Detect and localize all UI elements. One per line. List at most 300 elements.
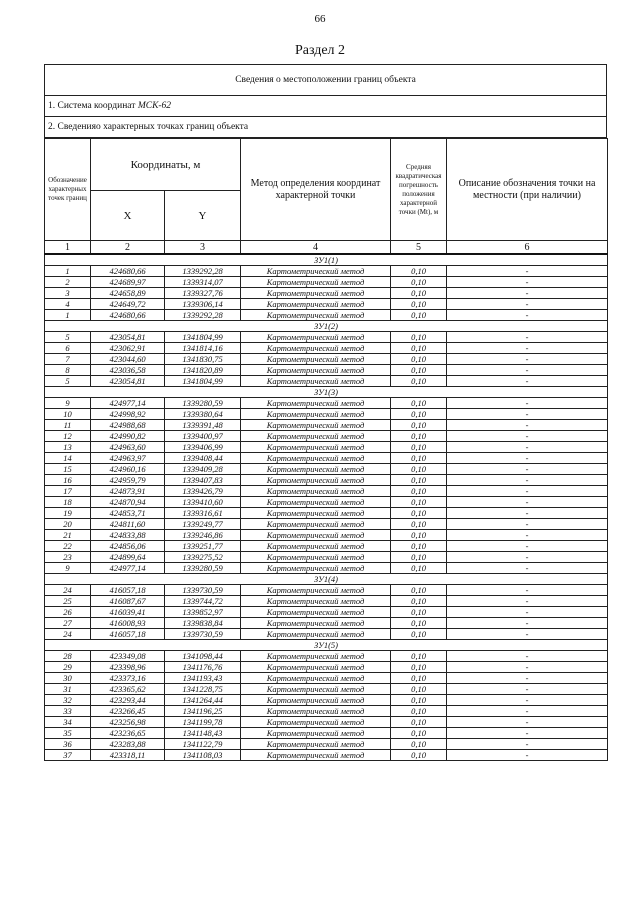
table-row [45,706,608,717]
x-coordinate: 423044,60 [91,354,165,365]
table-row [45,618,608,629]
point-number: 10 [45,409,91,420]
x-coordinate: 424856,06 [91,541,165,552]
error-value: 0,10 [391,585,447,596]
y-coordinate: 1341193,43 [165,673,241,684]
table-row [45,431,608,442]
description-value: - [447,563,608,574]
error-value: 0,10 [391,662,447,673]
group-header-row [45,387,608,398]
y-coordinate: 1341804,99 [165,332,241,343]
table-row [45,530,608,541]
error-value: 0,10 [391,464,447,475]
description-value: - [447,431,608,442]
x-coordinate: 424649,72 [91,299,165,310]
info-table [44,64,607,138]
header-x: X [91,191,165,241]
x-coordinate: 423318,11 [91,750,165,761]
y-coordinate: 1341098,44 [165,651,241,662]
error-value: 0,10 [391,277,447,288]
point-number: 25 [45,596,91,607]
y-coordinate: 1339730,59 [165,629,241,640]
description-value: - [447,607,608,618]
description-value: - [447,585,608,596]
description-value: - [447,684,608,695]
coordinate-system-label: 1. Система координат [48,101,136,111]
point-number: 12 [45,431,91,442]
method-value: Картометрический метод [241,299,391,310]
error-value: 0,10 [391,629,447,640]
error-value: 0,10 [391,266,447,277]
header-y: Y [165,191,241,241]
method-value: Картометрический метод [241,266,391,277]
method-value: Картометрический метод [241,651,391,662]
header-point-name: Обозначение характерных точек границ [45,139,91,241]
error-value: 0,10 [391,420,447,431]
table-row [45,695,608,706]
point-number: 4 [45,299,91,310]
description-value: - [447,310,608,321]
y-coordinate: 1339400,97 [165,431,241,442]
method-value: Картометрический метод [241,607,391,618]
table-row [45,750,608,761]
description-value: - [447,497,608,508]
description-value: - [447,662,608,673]
method-value: Картометрический метод [241,739,391,750]
description-value: - [447,695,608,706]
table-row [45,266,608,277]
x-coordinate: 423373,16 [91,673,165,684]
table-row [45,475,608,486]
y-coordinate: 1339391,48 [165,420,241,431]
error-value: 0,10 [391,563,447,574]
error-value: 0,10 [391,288,447,299]
table-row [45,277,608,288]
method-value: Картометрический метод [241,530,391,541]
description-value: - [447,464,608,475]
table-row [45,486,608,497]
point-number: 1 [45,266,91,277]
y-coordinate: 1341814,16 [165,343,241,354]
y-coordinate: 1339327,76 [165,288,241,299]
column-number: 4 [241,241,391,255]
description-value: - [447,629,608,640]
point-number: 8 [45,365,91,376]
group-name: ЗУ1(3) [45,387,608,398]
y-coordinate: 1341830,75 [165,354,241,365]
point-number: 29 [45,662,91,673]
column-number: 5 [391,241,447,255]
point-number: 5 [45,376,91,387]
point-number: 28 [45,651,91,662]
method-value: Картометрический метод [241,453,391,464]
description-value: - [447,728,608,739]
y-coordinate: 1339292,28 [165,310,241,321]
table-row [45,354,608,365]
point-number: 15 [45,464,91,475]
error-value: 0,10 [391,442,447,453]
x-coordinate: 424998,92 [91,409,165,420]
y-coordinate: 1341108,03 [165,750,241,761]
x-coordinate: 416057,18 [91,585,165,596]
x-coordinate: 423054,81 [91,332,165,343]
x-coordinate: 423365,62 [91,684,165,695]
table-row [45,662,608,673]
x-coordinate: 424960,16 [91,464,165,475]
y-coordinate: 1339246,86 [165,530,241,541]
x-coordinate: 424873,91 [91,486,165,497]
x-coordinate: 424988,68 [91,420,165,431]
description-value: - [447,673,608,684]
y-coordinate: 1339380,64 [165,409,241,420]
error-value: 0,10 [391,431,447,442]
point-number: 27 [45,618,91,629]
description-value: - [447,332,608,343]
table-row [45,453,608,464]
y-coordinate: 1341804,99 [165,376,241,387]
table-row [45,288,608,299]
error-value: 0,10 [391,673,447,684]
error-value: 0,10 [391,684,447,695]
section-title: Раздел 2 [294,43,346,58]
description-value: - [447,420,608,431]
x-coordinate: 424680,66 [91,266,165,277]
error-value: 0,10 [391,541,447,552]
point-number: 33 [45,706,91,717]
y-coordinate: 1339251,77 [165,541,241,552]
table-row [45,519,608,530]
point-number: 16 [45,475,91,486]
point-number: 26 [45,607,91,618]
method-value: Картометрический метод [241,629,391,640]
group-name: ЗУ1(2) [45,321,608,332]
y-coordinate: 1341820,89 [165,365,241,376]
description-value: - [447,266,608,277]
header-description: Описание обозначения точки на местности (при наличии) [447,139,608,241]
error-value: 0,10 [391,310,447,321]
x-coordinate: 423266,45 [91,706,165,717]
point-number: 1 [45,310,91,321]
point-number: 3 [45,288,91,299]
table-row [45,728,608,739]
y-coordinate: 1341228,75 [165,684,241,695]
y-coordinate: 1339306,14 [165,299,241,310]
table-row [45,717,608,728]
y-coordinate: 1341196,25 [165,706,241,717]
group-name: ЗУ1(1) [45,254,608,266]
error-value: 0,10 [391,365,447,376]
description-value: - [447,530,608,541]
error-value: 0,10 [391,728,447,739]
table-row [45,365,608,376]
description-value: - [447,398,608,409]
point-number: 31 [45,684,91,695]
x-coordinate: 424959,79 [91,475,165,486]
table-row [45,497,608,508]
table-row [45,673,608,684]
x-coordinate: 423256,98 [91,717,165,728]
method-value: Картометрический метод [241,673,391,684]
table-row [45,629,608,640]
description-value: - [447,354,608,365]
x-coordinate: 424963,97 [91,453,165,464]
x-coordinate: 423054,81 [91,376,165,387]
error-value: 0,10 [391,618,447,629]
description-value: - [447,475,608,486]
method-value: Картометрический метод [241,431,391,442]
error-value: 0,10 [391,486,447,497]
error-value: 0,10 [391,739,447,750]
description-value: - [447,299,608,310]
y-coordinate: 1339838,84 [165,618,241,629]
error-value: 0,10 [391,343,447,354]
error-value: 0,10 [391,530,447,541]
y-coordinate: 1339275,52 [165,552,241,563]
table-row [45,585,608,596]
method-value: Картометрический метод [241,475,391,486]
error-value: 0,10 [391,508,447,519]
y-coordinate: 1341264,44 [165,695,241,706]
point-number: 24 [45,585,91,596]
description-value: - [447,750,608,761]
method-value: Картометрический метод [241,376,391,387]
method-value: Картометрический метод [241,563,391,574]
description-value: - [447,651,608,662]
points-table [44,138,608,761]
point-number: 19 [45,508,91,519]
x-coordinate: 416087,67 [91,596,165,607]
error-value: 0,10 [391,409,447,420]
point-number: 7 [45,354,91,365]
point-number: 23 [45,552,91,563]
x-coordinate: 424680,66 [91,310,165,321]
y-coordinate: 1339426,79 [165,486,241,497]
table-row [45,508,608,519]
x-coordinate: 424853,71 [91,508,165,519]
method-value: Картометрический метод [241,552,391,563]
x-coordinate: 424658,89 [91,288,165,299]
x-coordinate: 424977,14 [91,398,165,409]
method-value: Картометрический метод [241,354,391,365]
method-value: Картометрический метод [241,541,391,552]
error-value: 0,10 [391,552,447,563]
x-coordinate: 424833,88 [91,530,165,541]
table-row [45,420,608,431]
column-numbers-row [45,241,608,255]
x-coordinate: 423283,88 [91,739,165,750]
error-value: 0,10 [391,607,447,618]
x-coordinate: 416008,93 [91,618,165,629]
method-value: Картометрический метод [241,288,391,299]
error-value: 0,10 [391,475,447,486]
method-value: Картометрический метод [241,618,391,629]
point-number: 9 [45,563,91,574]
y-coordinate: 1339852,97 [165,607,241,618]
method-value: Картометрический метод [241,497,391,508]
table-row [45,332,608,343]
group-name: ЗУ1(4) [45,574,608,585]
method-value: Картометрический метод [241,508,391,519]
points-section-title: 2. Сведенияо характерных точках границ объекта [45,117,607,138]
method-value: Картометрический метод [241,706,391,717]
table-row [45,739,608,750]
point-number: 30 [45,673,91,684]
x-coordinate: 423293,44 [91,695,165,706]
method-value: Картометрический метод [241,695,391,706]
error-value: 0,10 [391,596,447,607]
x-coordinate: 416039,41 [91,607,165,618]
point-number: 34 [45,717,91,728]
table-row [45,552,608,563]
y-coordinate: 1339410,60 [165,497,241,508]
error-value: 0,10 [391,299,447,310]
point-number: 2 [45,277,91,288]
method-value: Картометрический метод [241,519,391,530]
group-header-row [45,574,608,585]
page-number: 66 [314,13,326,25]
x-coordinate: 424870,94 [91,497,165,508]
method-value: Картометрический метод [241,409,391,420]
x-coordinate: 424990,82 [91,431,165,442]
method-value: Картометрический метод [241,343,391,354]
description-value: - [447,552,608,563]
method-value: Картометрический метод [241,662,391,673]
method-value: Картометрический метод [241,750,391,761]
error-value: 0,10 [391,750,447,761]
point-number: 32 [45,695,91,706]
table-row [45,596,608,607]
method-value: Картометрический метод [241,717,391,728]
description-value: - [447,277,608,288]
y-coordinate: 1341148,43 [165,728,241,739]
point-number: 11 [45,420,91,431]
error-value: 0,10 [391,354,447,365]
table-row [45,541,608,552]
y-coordinate: 1339292,28 [165,266,241,277]
method-value: Картометрический метод [241,277,391,288]
description-value: - [447,618,608,629]
column-number: 2 [91,241,165,255]
description-value: - [447,706,608,717]
point-number: 5 [45,332,91,343]
method-value: Картометрический метод [241,585,391,596]
y-coordinate: 1339409,28 [165,464,241,475]
description-value: - [447,442,608,453]
table-row [45,464,608,475]
point-number: 20 [45,519,91,530]
point-number: 18 [45,497,91,508]
y-coordinate: 1339316,61 [165,508,241,519]
error-value: 0,10 [391,497,447,508]
x-coordinate: 423036,58 [91,365,165,376]
x-coordinate: 424977,14 [91,563,165,574]
description-value: - [447,409,608,420]
description-value: - [447,596,608,607]
x-coordinate: 423398,96 [91,662,165,673]
method-value: Картометрический метод [241,420,391,431]
x-coordinate: 423236,65 [91,728,165,739]
header-method: Метод определения координат характерной точки [241,139,391,241]
description-value: - [447,288,608,299]
group-header-row [45,254,608,266]
point-number: 13 [45,442,91,453]
y-coordinate: 1339730,59 [165,585,241,596]
method-value: Картометрический метод [241,464,391,475]
method-value: Картометрический метод [241,728,391,739]
description-value: - [447,365,608,376]
y-coordinate: 1341199,78 [165,717,241,728]
header-coordinates: Координаты, м [91,139,241,191]
table-row [45,442,608,453]
column-number: 3 [165,241,241,255]
y-coordinate: 1339407,83 [165,475,241,486]
point-number: 22 [45,541,91,552]
coordinate-system-row [45,96,607,117]
point-number: 17 [45,486,91,497]
points-table-body [45,254,608,761]
error-value: 0,10 [391,651,447,662]
description-value: - [447,486,608,497]
description-value: - [447,376,608,387]
method-value: Картометрический метод [241,596,391,607]
error-value: 0,10 [391,519,447,530]
method-value: Картометрический метод [241,442,391,453]
x-coordinate: 423349,08 [91,651,165,662]
y-coordinate: 1339280,59 [165,398,241,409]
error-value: 0,10 [391,706,447,717]
point-number: 21 [45,530,91,541]
point-number: 37 [45,750,91,761]
group-header-row [45,321,608,332]
x-coordinate: 416057,18 [91,629,165,640]
error-value: 0,10 [391,376,447,387]
group-header-row [45,640,608,651]
y-coordinate: 1339744,72 [165,596,241,607]
x-coordinate: 424963,60 [91,442,165,453]
description-value: - [447,343,608,354]
method-value: Картометрический метод [241,332,391,343]
method-value: Картометрический метод [241,310,391,321]
description-value: - [447,519,608,530]
error-value: 0,10 [391,398,447,409]
table-row [45,607,608,618]
method-value: Картометрический метод [241,365,391,376]
x-coordinate: 424811,60 [91,519,165,530]
method-value: Картометрический метод [241,398,391,409]
x-coordinate: 423062,91 [91,343,165,354]
point-number: 36 [45,739,91,750]
table-row [45,409,608,420]
header-error: Средняя квадратическая погрешность положения характерной точки (Mt), м [391,139,447,241]
method-value: Картометрический метод [241,684,391,695]
table-row [45,684,608,695]
table-row [45,398,608,409]
method-value: Картометрический метод [241,486,391,497]
point-number: 35 [45,728,91,739]
table-row [45,376,608,387]
y-coordinate: 1339249,77 [165,519,241,530]
y-coordinate: 1341122,79 [165,739,241,750]
y-coordinate: 1339406,99 [165,442,241,453]
error-value: 0,10 [391,332,447,343]
x-coordinate: 424689,97 [91,277,165,288]
column-number: 1 [45,241,91,255]
y-coordinate: 1339408,44 [165,453,241,464]
point-number: 9 [45,398,91,409]
table-row [45,299,608,310]
description-value: - [447,541,608,552]
description-value: - [447,739,608,750]
